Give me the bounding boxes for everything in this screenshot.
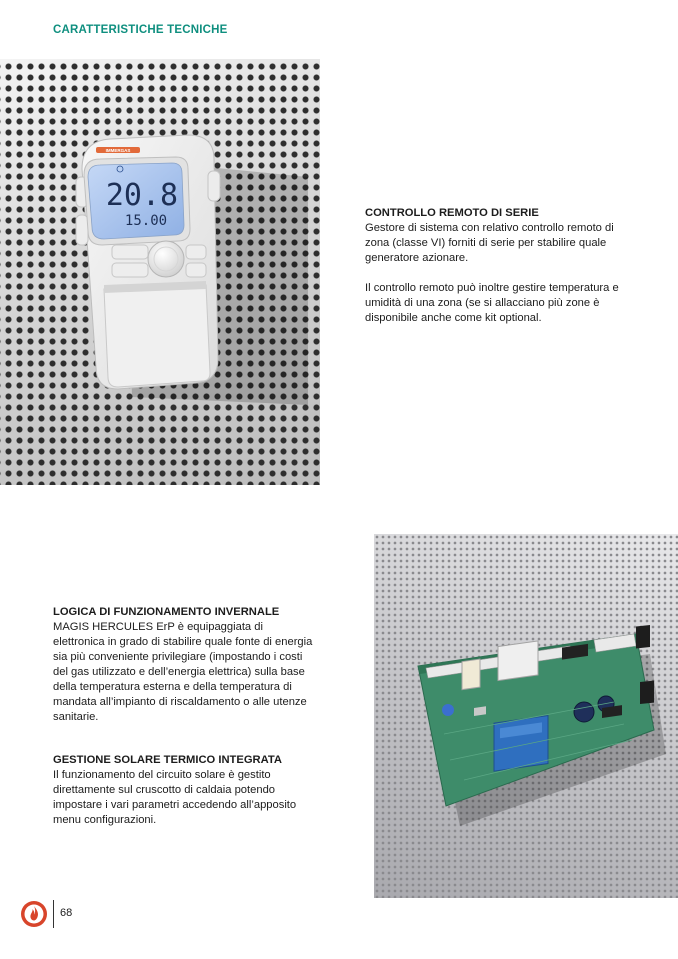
circuit-board-illustration bbox=[374, 534, 678, 898]
winter-logic-section bbox=[53, 605, 313, 725]
thermostat-photo bbox=[0, 59, 320, 485]
page-number: 68 bbox=[60, 907, 73, 919]
thermostat-illustration bbox=[0, 59, 320, 485]
remote-control-text-2: Il controllo remoto può inoltre gestire temperatura e umidità di una zona (se si allacciano più zone è disponibile anche come kit optional. bbox=[365, 282, 619, 324]
solar-heading: GESTIONE SOLARE TERMICO INTEGRATA bbox=[53, 754, 282, 766]
solar-section bbox=[53, 753, 313, 828]
remote-control-text-1: Gestore di sistema con relativo controllo remoto di zona (classe VI) forniti di serie per stabilire quale generatore azionare. bbox=[365, 222, 614, 264]
winter-logic-heading: LOGICA DI FUNZIONAMENTO INVERNALE bbox=[53, 606, 280, 618]
winter-logic-text: MAGIS HERCULES ErP è equipaggiata di elettronica in grado di stabilire quale fonte di energia sia più conveniente privilegiare (impostando i costi del gas utilizzato e dell’energia elettrica) sulla base della temperatura esterna e della temperatura di mandata all’impianto di riscaldamento o alle utenze sanitarie. bbox=[53, 621, 313, 723]
solar-text: Il funzionamento del circuito solare è gestito direttamente sul cruscotto di caldaia potendo impostare i vari parametri accedendo all’apposito menu configurazioni. bbox=[53, 769, 297, 826]
remote-control-section bbox=[365, 206, 625, 326]
remote-control-heading: CONTROLLO REMOTO DI SERIE bbox=[365, 207, 539, 219]
circuit-board-photo bbox=[374, 534, 678, 898]
lcd-main-temp: 20.8 bbox=[105, 178, 179, 213]
thermostat-brand-label: IMMERGAS bbox=[105, 148, 131, 153]
footer-divider bbox=[53, 900, 54, 928]
section-title: CARATTERISTICHE TECNICHE bbox=[53, 24, 228, 36]
lcd-set-temp: 15.00 bbox=[124, 213, 168, 229]
brand-flame-logo bbox=[20, 900, 48, 928]
